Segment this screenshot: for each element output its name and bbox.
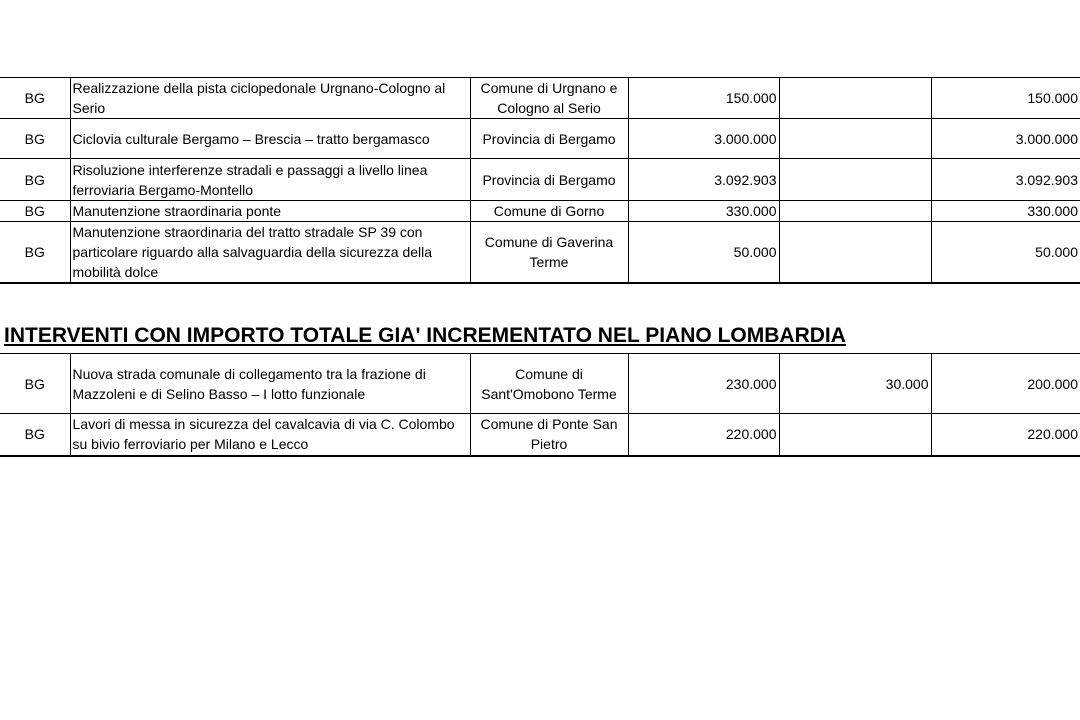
- funding-amount-cell: 200.000: [931, 354, 1080, 414]
- interventions-table: [0, 77, 1080, 284]
- entity-cell: [470, 201, 628, 222]
- funding-amount-cell: 50.000: [931, 222, 1080, 284]
- table-row: [0, 119, 1080, 159]
- entity-cell: [470, 119, 628, 159]
- entity-line: Comune di Gaverina: [484, 234, 614, 250]
- description-line: Manutenzione straordinaria ponte: [72, 203, 282, 219]
- funding-amount-cell: 3.000.000: [931, 119, 1080, 159]
- description-cell: [70, 159, 470, 201]
- entity-line: Cologno al Serio: [497, 100, 601, 116]
- table-row: [0, 78, 1080, 119]
- entity-cell: [470, 354, 628, 414]
- share-amount-cell: [779, 159, 931, 201]
- description-line: Nuova strada comunale di collegamento tra la frazione di: [72, 365, 426, 382]
- province-cell: BG: [0, 119, 70, 159]
- entity-line: Comune di Urgnano e: [480, 80, 618, 96]
- description-line: Risoluzione interferenze stradali e passaggi a livello linea: [72, 161, 428, 178]
- entity-cell: [470, 159, 628, 201]
- share-amount-cell: [779, 414, 931, 456]
- share-amount-cell: [779, 201, 931, 222]
- total-amount-cell: 3.092.903: [628, 159, 779, 201]
- description-cell: [70, 201, 470, 222]
- interventions-table-body: [0, 78, 1080, 284]
- province-cell: BG: [0, 414, 70, 456]
- total-amount-cell: 220.000: [628, 414, 779, 456]
- share-amount-cell: [779, 78, 931, 119]
- total-amount-cell: 230.000: [628, 354, 779, 414]
- description-line: Serio: [72, 100, 106, 116]
- entity-line: Terme: [529, 254, 569, 270]
- total-amount-cell: 50.000: [628, 222, 779, 284]
- total-amount-cell: 150.000: [628, 78, 779, 119]
- description-cell: [70, 78, 470, 119]
- description-line: Mazzoleni e di Selino Basso – I lotto funzionale: [72, 385, 366, 402]
- funding-amount-cell: 3.092.903: [931, 159, 1080, 201]
- province-cell: BG: [0, 78, 70, 119]
- table-row: [0, 414, 1080, 456]
- entity-cell: [470, 222, 628, 284]
- entity-cell: [470, 414, 628, 456]
- share-amount-cell: [779, 119, 931, 159]
- entity-cell: [470, 78, 628, 119]
- entity-line: Comune di Gorno: [493, 203, 605, 219]
- entity-line: Provincia di Bergamo: [482, 130, 616, 147]
- funding-amount-cell: 220.000: [931, 414, 1080, 456]
- description-line: Lavori di messa in sicurezza del cavalcavia di via C. Colombo: [72, 416, 455, 433]
- incremented-interventions-table: [0, 353, 1080, 457]
- funding-amount-cell: 150.000: [931, 78, 1080, 119]
- description-line: ferroviaria Bergamo-Montello: [72, 181, 254, 198]
- incremented-interventions-table-body: [0, 354, 1080, 456]
- description-cell: [70, 414, 470, 456]
- description-cell: [70, 222, 470, 284]
- funding-amount-cell: 330.000: [931, 201, 1080, 222]
- entity-line: Provincia di Bergamo: [482, 171, 616, 188]
- description-line: su bivio ferroviario per Milano e Lecco: [72, 436, 309, 453]
- total-amount-cell: 3.000.000: [628, 119, 779, 159]
- table-row: [0, 222, 1080, 284]
- entity-line: Pietro: [530, 436, 568, 453]
- table-row: [0, 354, 1080, 414]
- description-line: mobilità dolce: [72, 264, 159, 280]
- total-amount-cell: 330.000: [628, 201, 779, 222]
- province-cell: BG: [0, 201, 70, 222]
- description-line: Realizzazione della pista ciclopedonale Urgnano-Cologno al: [72, 80, 446, 96]
- description-cell: [70, 354, 470, 414]
- province-cell: BG: [0, 222, 70, 284]
- table-row: [0, 201, 1080, 222]
- share-amount-cell: 30.000: [779, 354, 931, 414]
- entity-line: Comune di Ponte San: [480, 416, 618, 433]
- description-cell: [70, 119, 470, 159]
- province-cell: BG: [0, 159, 70, 201]
- description-line: Ciclovia culturale Bergamo – Brescia – tratto bergamasco: [72, 130, 430, 147]
- description-line: Manutenzione straordinaria del tratto stradale SP 39 con: [72, 224, 423, 240]
- entity-line: Comune di: [515, 365, 583, 382]
- share-amount-cell: [779, 222, 931, 284]
- section-heading: INTERVENTI CON IMPORTO TOTALE GIA' INCREMENTATO NEL PIANO LOMBARDIA: [4, 324, 846, 347]
- table-row: [0, 159, 1080, 201]
- province-cell: BG: [0, 354, 70, 414]
- entity-line: Sant'Omobono Terme: [481, 385, 617, 402]
- description-line: particolare riguardo alla salvaguardia della sicurezza della: [72, 244, 433, 260]
